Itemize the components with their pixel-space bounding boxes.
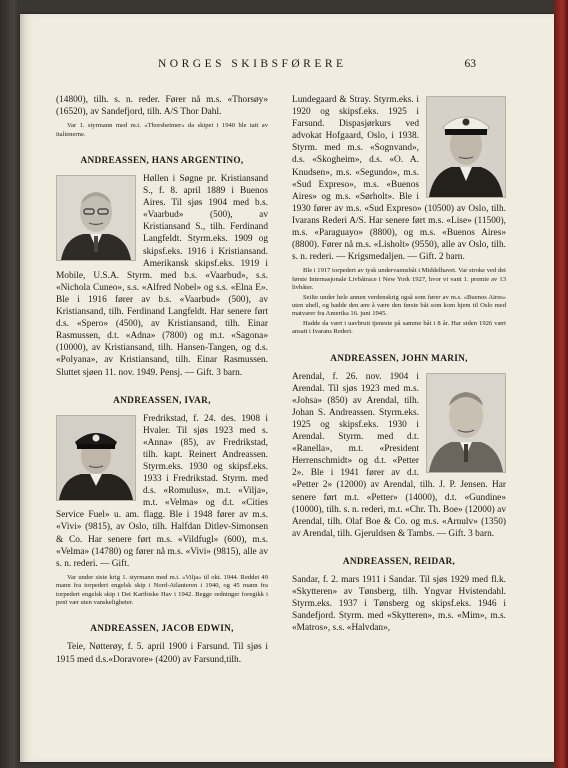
- page-number: 63: [464, 58, 476, 70]
- entry-heading-reidar: ANDREASSEN, REIDAR,: [342, 556, 456, 567]
- right-column: [292, 94, 506, 634]
- entry-heading-hans: ANDREASSEN, HANS ARGENTINO,: [80, 156, 244, 166]
- intro-text: (14800), tilh. s. n. reder. Fører nå m.s. «Thorsøy» (16520), av Sandefjord, tilh. A/S Thor Dahl.: [56, 95, 268, 118]
- right-intro-text: Lundegaard & Stray. Styrm.eks. i 1920 og skipsf.eks. 1925 i Farsund. Dispasjørkurs ved advokat Hofgaard, Oslo, i 1938. Styrm. med m.s. «Sognvand», d.s. «Skogheim», d.s. «O. A. Knudsen», m.s. «Segundo», m.s. «Sud Expreso», m.s. «Buenos Aires» og m.s. «Sørholt». Ble i 1930 fører av m.s. «Sud Expreso» (10500) av Oslo, tilh. Ivarans Rederi A/S. Har senere ført m.s. «Lise» (11500), m.s. «Paraguayo» (8800), og m.s. «Buenos Aires» (8800). Fører nå m.s. «Lisholt» (9550), alle av Oslo, tilh. s. n. rederi. — Krigsmedaljen. — Gift. 2 barn.: [292, 95, 506, 263]
- entry-text-john: Arendal, f. 26. nov. 1904 i Arendal. Til sjøs 1923 med m.s. «Johsa» (850) av Arendal, tilh. Johan S. Andreassen. Styrm.eks. 1925 og skipsf.eks. 1930 i Arendal. Styrm. med d.t. «Ranella», m.t. «President Herrenschmidt» og d.t. «Petter 2». Ble i 1941 fører av d.t. «Petter 2» (12000) av Arendal, tilh. J. P. Jensen. Har senere ført m.t. «Petter» (14000), d.t. «Gundine» (10000), tilh. s. n. rederi, m.t. «Chr. Th. Boe» (12000) av Arendal, tilh. Olaf Boe & Co. og m.s. «Arnulv» (1350) av Arendal, tilh. Gjeruldsen & Tambs. — Gift. 3 barn.: [292, 371, 506, 539]
- entry-heading-ivar: ANDREASSEN, IVAR,: [113, 395, 211, 406]
- left-column: [56, 94, 268, 666]
- portrait-photo-hans: [56, 175, 136, 261]
- portrait-cap-icon: [57, 416, 135, 500]
- right-note-1: Ble i 1917 torpedert av tysk undervannsbåt i Middelhavet. Var stroke ved det første Internasjonale Livbåtrace i New York 1927, hvor vi vant 1. premie av 13 livbåter.: [292, 267, 506, 292]
- entry-text-ivar: Fredrikstad, f. 24. des. 1908 i Hvaler. Til sjøs 1923 med s. «Anna» (85), av Fredrikstad, tilh. kapt. Reinert Andreassen. Styrm.eks. 1930 og skipsf.eks. 1933 i Fredrikstad. Styrm. med d.s. «Romulus», m.t. «Vilja», m.t. «Velma» og d.t. «Cities Service Fuel» u. am. flagg. Ble i 1948 fører av m.s. «Vivi» (9815), av Oslo, tilh. Halfdan Ditlev-Simonsen & Co. Har senere ført m.s. «Vildfugl» (600), m.s. «Velma» (14780) og fører nå m.s. «Vivi» (9815), alle av s. n. rederi. — Gift.: [56, 413, 268, 569]
- entry-heading-john: ANDREASSEN, JOHN MARIN,: [330, 353, 468, 364]
- right-note-3: Hadde da vært i uavbrutt tjeneste på samme båt i 8 år. Har siden 1926 vært ansatt i Ivarans Rederi.: [292, 319, 506, 336]
- portrait-cap-icon: [427, 97, 505, 197]
- portrait-photo-ivar: [56, 415, 136, 501]
- portrait-icon: [427, 374, 505, 472]
- entry-text-jacob: Teie, Nøtterøy, f. 5. april 1900 i Farsund. Til sjøs i 1915 med d.s.«Doravore» (4200) av Farsund,tilh.: [56, 642, 268, 665]
- entry-note-ivar: Var under siste krig 1. styrmann med m.t. «Vilja» til okt. 1944. Reddet 49 mann fra torpedert engelsk skip i Nord-Atlanteren i 1940, og 45 mann fra torpedert engelsk skip i Det Karibiske Hav i 1942. Begge redninger foregikk i penï vær uten vanskeligheter.: [56, 573, 268, 607]
- portrait-icon: [57, 176, 135, 260]
- red-page-edge: [554, 0, 568, 768]
- entry-heading-jacob: ANDREASSEN, JACOB EDWIN,: [90, 624, 234, 635]
- running-title: NORGES SKIBSFØRERE: [158, 58, 347, 70]
- portrait-photo-jacob: [426, 96, 506, 198]
- running-head: [20, 58, 554, 74]
- entry-text-reidar: Sandar, f. 2. mars 1911 i Sandar. Til sjøs 1929 med fl.k. «Skytteren» av Tønsberg, tilh. Yngvar Hvistendahl. Styrm.eks. 1937 i Tønsberg og skipsf.eks. 1946 i Sandefjord. Styrm. med «Skytteren», m.s. «Mim», m.s. «Matros», s.s. «Halvdan»,: [292, 574, 506, 634]
- entry-text-hans: Høllen i Søgne pr. Kristiansand S., f. 8. april 1889 i Buenos Aires. Til sjøs 1904 med b.s. «Vaarbud» (500), av Kristiansand S., tilh. Ferdinand Langfeldt. Styrm.eks. 1909 og skipsf.eks. 1916 i Kristiansand. Amerikansk skipsf.eks. 1919 i Mobile, U.S.A. Styrm. med b.s. «Vaarbud», s.s. «Nichola Cuneo», s.s. «Alfred Nobel» og s.s. «Elna E». Ble i 1916 fører av b.s. «Vaarbud» (500), av Kristiansand, tilh. Ferdinand Langfeldt. Har senere ført d.s. «Spero» (4500), av Kristiansand, tilh. Einar Rasmussen, d.t. «Adna» (7800) og m.t. «Sagona» (10000), av Kristiansand, tilh. Hansen-Tangen, og d.s. «Polyana», av Kristiansand, tilh. Einar Rasmussen. Sluttet sjøen 11. nov. 1949. Pensj. — Gift. 3 barn.: [56, 174, 268, 378]
- right-note-2: Seilte under hele annen verdenskrig også som fører av m.s. «Buenos Aires» uten uhell, og hadde den ære å være den første båt som kom hjem til Oslo med matvarer fra Amerika 16. juni 1945.: [292, 293, 506, 318]
- portrait-photo-john: [426, 373, 506, 473]
- intro-note: Var 1. styrmann med m.t. «Thorsheimer» da skipet i 1940 ble tatt av italienerne.: [56, 122, 268, 138]
- book-page: [20, 14, 554, 762]
